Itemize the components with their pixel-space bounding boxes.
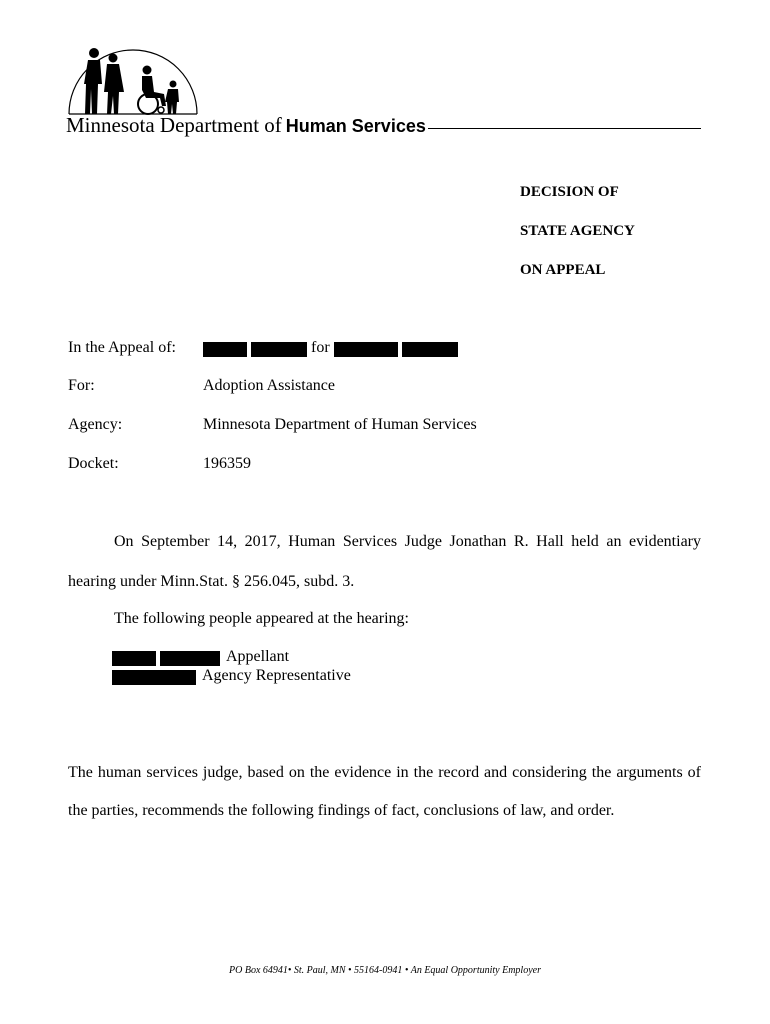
redacted-name <box>251 342 307 357</box>
appeal-label: In the Appeal of: <box>68 339 176 356</box>
for-value: Adoption Assistance <box>203 377 335 394</box>
letterhead-org-prefix: Minnesota Department of <box>66 113 282 137</box>
redacted-name <box>112 651 156 666</box>
recommendation-line-1: The human services judge, based on the evidence in the record and considering the arguments of <box>68 764 701 781</box>
footer: PO Box 64941• St. Paul, MN • 55164-0941 • An Equal Opportunity Employer <box>229 965 541 976</box>
recommendation-line-2: the parties, recommends the following findings of fact, conclusions of law, and order. <box>68 802 615 819</box>
redacted-name <box>160 651 220 666</box>
decision-heading-line-3: ON APPEAL <box>520 262 606 278</box>
agency-value: Minnesota Department of Human Services <box>203 416 477 433</box>
redacted-name <box>112 670 196 685</box>
docket-label: Docket: <box>68 455 119 472</box>
letterhead-rule <box>428 128 701 129</box>
redacted-name <box>402 342 458 357</box>
letterhead <box>66 113 426 138</box>
for-label: For: <box>68 377 95 394</box>
dhs-logo-icon <box>66 44 200 118</box>
appeal-connector: for <box>311 339 330 356</box>
redacted-name <box>203 342 247 357</box>
docket-value: 196359 <box>203 455 251 472</box>
appeared-intro: The following people appeared at the hearing: <box>114 610 409 627</box>
hearing-paragraph-line-1: On September 14, 2017, Human Services Judge Jonathan R. Hall held an evidentiary <box>114 533 701 550</box>
redacted-name <box>334 342 398 357</box>
appellant-role: Appellant <box>226 648 290 665</box>
decision-heading-line-2: STATE AGENCY <box>520 223 635 239</box>
agency-label: Agency: <box>68 416 123 433</box>
hearing-paragraph-line-2: hearing under Minn.Stat. § 256.045, subd. 3. <box>68 573 355 590</box>
decision-heading-line-1: DECISION OF <box>520 184 619 200</box>
agency-rep-role: Agency Representative <box>202 667 351 684</box>
letterhead-org-emphasis: Human Services <box>285 116 426 136</box>
